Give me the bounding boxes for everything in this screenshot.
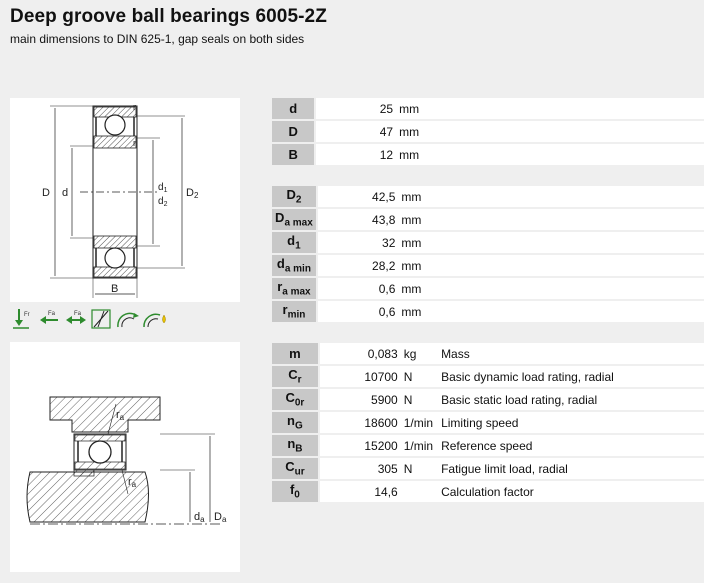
unit-cell: mm [397,144,451,167]
symbol-subscript: a min [284,263,311,275]
symbol-cell [272,121,314,144]
axial-load-left-icon [40,311,58,324]
unit-cell: mm [399,301,452,324]
unit-cell [402,481,433,504]
symbol-cell [272,412,318,435]
label-D2: D2 [186,187,199,200]
symbol-letter: D [275,210,285,226]
table-row [272,412,704,435]
value-cell: 47 [316,121,397,144]
unit-cell: 1/min [402,412,433,435]
symbol-letter: d [289,101,298,116]
symbol-cell [272,144,314,167]
value-cell: 28,2 [318,255,400,278]
load-direction-icons [12,307,172,331]
symbol-letter: D [286,187,296,203]
axial-load-both-icon [66,311,86,324]
value-cell: 15200 [320,435,402,458]
description-cell: Mass [433,343,704,366]
table-row [272,481,704,504]
symbol-cell [272,366,318,389]
label-d2: $d_2$ [158,196,168,208]
table-row [272,98,704,121]
dimension-drawing-panel [10,98,240,302]
empty-cell [451,144,704,167]
description-cell: Basic dynamic load rating, radial [433,366,704,389]
table-row [272,121,704,144]
symbol-cell [272,343,318,366]
symbol-subscript: r [297,374,302,386]
description-cell: Limiting speed [433,412,704,435]
empty-cell [451,121,704,144]
symbol-letter: D [288,124,298,139]
symbol-cell [272,255,316,278]
symbol-letter: C [285,390,295,406]
symbol-subscript: B [295,443,303,455]
symbol-cell [272,278,316,301]
label-da: da [194,511,205,524]
label-Da: Da [214,511,227,524]
mounting-cross-section-drawing [10,342,240,572]
symbol-letter: d [287,233,296,249]
value-cell: 0,6 [318,301,400,324]
svg-text:Fr: Fr [24,312,30,318]
symbol-letter: d [276,256,285,272]
unit-cell: N [402,458,433,481]
unit-cell: mm [399,186,452,209]
table-row [272,389,704,412]
empty-cell [453,278,704,301]
unit-cell: mm [397,98,451,121]
value-cell: 18600 [320,412,402,435]
symbol-subscript: 0r [294,397,305,409]
unit-cell: mm [399,278,452,301]
unit-cell: N [402,389,433,412]
table-row [272,255,704,278]
empty-cell [453,186,704,209]
radial-load-icon [13,309,30,328]
table-row [272,232,704,255]
bearing-properties-table [272,343,704,504]
label-r-outer: r [133,102,136,112]
speed-icon [118,313,139,327]
symbol-subscript: 2 [295,194,302,206]
symbol-subscript: G [294,420,303,432]
table-row [272,458,704,481]
symbol-letter: B [288,147,298,162]
value-cell: 25 [316,98,397,121]
unit-cell: mm [399,209,452,232]
value-cell: 5900 [320,389,402,412]
symbol-letter: C [288,367,298,383]
symbol-cell [272,98,314,121]
symbol-letter: n [287,413,295,429]
symbol-letter: f [289,482,295,498]
symbol-subscript: 1 [295,240,301,252]
lubrication-icon [144,314,166,327]
unit-cell: mm [399,255,452,278]
symbol-subscript: a max [284,217,313,229]
svg-text:Fa: Fa [74,311,82,317]
value-cell: 12 [316,144,397,167]
symbol-cell [272,209,316,232]
value-cell: 0,083 [320,343,402,366]
label-d1: $d_1$ [158,182,168,194]
value-cell: 14,6 [320,481,402,504]
symbol-subscript: a max [282,286,311,298]
symbol-cell [272,186,316,209]
description-cell: Basic static load rating, radial [433,389,704,412]
symbol-letter: n [287,436,296,452]
empty-cell [451,98,704,121]
table-row [272,278,704,301]
table-row [272,144,704,167]
table-row [272,366,704,389]
empty-cell [453,232,704,255]
description-cell: Reference speed [433,435,704,458]
mounting-drawing-panel [10,342,240,572]
svg-text:Fa: Fa [48,311,56,317]
symbol-cell [272,389,318,412]
empty-cell [453,255,704,278]
table-row [272,435,704,458]
mounting-dimensions-table [272,186,704,324]
unit-cell: mm [397,121,451,144]
empty-cell [453,301,704,324]
description-cell: Calculation factor [433,481,704,504]
symbol-letter: m [289,346,301,361]
unit-cell: mm [399,232,452,255]
label-B: B [111,283,119,295]
label-ra-top: ra [116,409,125,422]
main-dimensions-table [272,98,704,167]
value-cell: 305 [320,458,402,481]
label-D: D [42,187,50,199]
table-row [272,209,704,232]
symbol-cell [272,301,316,324]
unit-cell: N [402,366,433,389]
label-ra-bottom: ra [128,476,137,489]
page-subtitle: main dimensions to DIN 625-1, gap seals on both sides [10,32,305,46]
unit-cell: 1/min [402,435,433,458]
unit-cell: kg [402,343,433,366]
label-d: d [62,187,69,199]
value-cell: 32 [318,232,400,255]
empty-cell [453,209,704,232]
table-row [272,343,704,366]
table-row [272,301,704,324]
bearing-cross-section-drawing [10,98,240,302]
value-cell: 10700 [320,366,402,389]
label-r-inner: r [133,138,136,148]
symbol-letter: r [277,279,283,295]
symbol-letter: r [282,302,288,318]
symbol-subscript: ur [294,466,305,478]
misalignment-icon [92,310,110,328]
symbol-subscript: min [287,309,306,321]
value-cell: 0,6 [318,278,400,301]
symbol-cell [272,481,318,504]
description-cell: Fatigue limit load, radial [433,458,704,481]
symbol-cell [272,458,318,481]
page-title: Deep groove ball bearings 6005-2Z [10,6,327,27]
symbol-cell [272,232,316,255]
value-cell: 42,5 [318,186,400,209]
symbol-letter: C [285,459,295,475]
symbol-cell [272,435,318,458]
value-cell: 43,8 [318,209,400,232]
symbol-subscript: 0 [294,489,300,501]
table-row [272,186,704,209]
